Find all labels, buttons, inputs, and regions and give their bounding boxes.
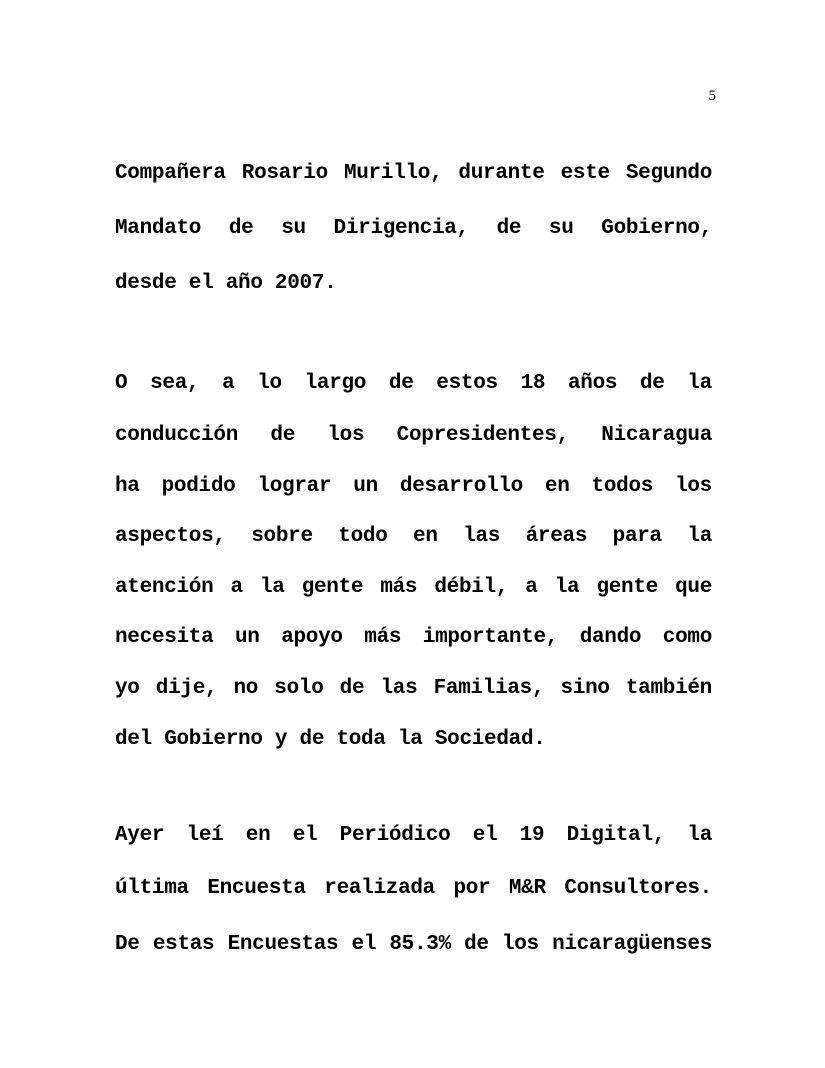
text-line: atención a la gente más débil, a la gente que [115, 576, 712, 599]
text-line: conducción de los Copresidentes, Nicaragua [115, 424, 712, 447]
text-line: desde el año 2007. [115, 272, 337, 295]
text-line: última Encuesta realizada por M&R Consultores. [115, 877, 712, 900]
text-line: yo dije, no solo de las Familias, sino también [115, 677, 712, 700]
page-number: 5 [708, 88, 716, 104]
text-line: Compañera Rosario Murillo, durante este Segundo [115, 162, 712, 185]
text-line: del Gobierno y de toda la Sociedad. [115, 728, 546, 751]
text-line: De estas Encuestas el 85.3% de los nicaragüenses [115, 933, 712, 956]
text-line: Mandato de su Dirigencia, de su Gobierno, [115, 217, 712, 240]
text-line: necesita un apoyo más importante, dando como [115, 626, 712, 649]
text-line: aspectos, sobre todo en las áreas para la [115, 525, 712, 548]
text-line: ha podido lograr un desarrollo en todos los [115, 475, 712, 498]
text-line: Ayer leí en el Periódico el 19 Digital, la [115, 824, 712, 847]
text-line: O sea, a lo largo de estos 18 años de la [115, 372, 712, 395]
